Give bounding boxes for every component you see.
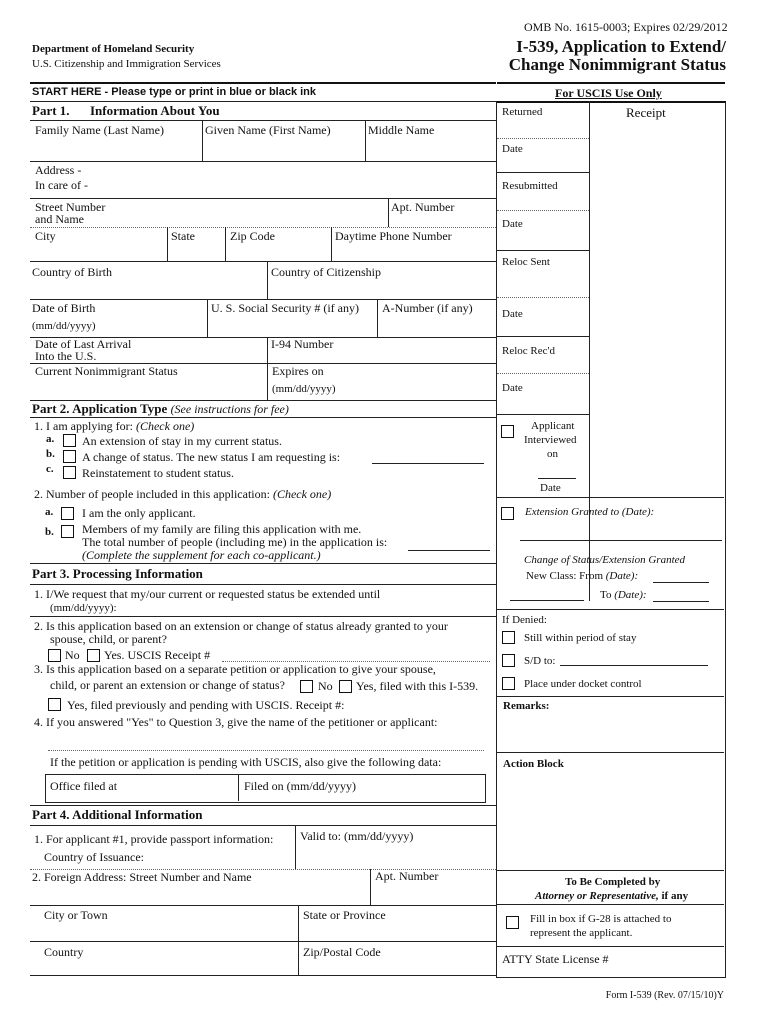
still-within-label: Still within period of stay [524,632,637,644]
g28-attached-checkbox[interactable] [506,916,519,929]
from-date-line[interactable] [653,582,709,583]
i94-label: I-94 Number [271,337,334,351]
country-citizenship-input[interactable] [271,281,491,297]
state-province-input[interactable] [303,924,491,940]
office-filed-input[interactable] [125,779,233,797]
date-label-2: Date [502,218,523,230]
part3-q3-line2: child, or parent an extension or change of status? [50,678,285,692]
extension-checkbox[interactable] [63,434,76,447]
country-birth-label: Country of Birth [32,265,112,279]
change-granted-label: Change of Status/Extension Granted [524,554,686,566]
extension-granted-line[interactable] [520,540,722,541]
part2-q1: 1. I am applying for: [34,419,136,433]
applicant-interviewed-checkbox[interactable] [501,425,514,438]
part3-q1-format: (mm/dd/yyyy): [50,602,117,614]
remarks-area[interactable] [500,714,720,750]
q2-yes-label: Yes. USCIS Receipt # [104,648,211,662]
street-input[interactable] [100,210,380,226]
change-status-checkbox[interactable] [63,450,76,463]
atty-license-input[interactable] [620,952,720,970]
middle-name-input[interactable] [369,138,494,160]
applicant-label: Applicant [531,420,575,432]
a-number-label: A-Number (if any) [382,301,473,315]
i94-input[interactable] [271,350,491,362]
from-date-label: (Date): [605,570,639,582]
action-block-label: Action Block [503,758,564,770]
office-filed-label: Office filed at [50,779,118,793]
part2-title-wrap [32,402,289,416]
ssn-label: U. S. Social Security # (if any) [211,301,359,315]
apt-input[interactable] [391,214,491,226]
q2-no-checkbox[interactable] [48,649,61,662]
part2-title: Part 2. Application Type [32,401,168,416]
country-issuance-label: Country of Issuance: [44,850,144,864]
foreign-street-input[interactable] [34,886,364,903]
country-citizenship-label: Country of Citizenship [271,265,381,279]
total-people-label: The total number of people (including me) in the application is: [82,535,388,549]
country-input[interactable] [44,960,294,974]
filed-on-label: Filed on (mm/dd/yyyy) [244,779,356,793]
remarks-label: Remarks: [503,700,550,712]
start-here-instruction: START HERE - Please type or print in blue or black ink [32,86,317,98]
city-town-input[interactable] [44,924,294,940]
g28-fill-in-line1: Fill in box if G-28 is attached to [530,913,672,925]
action-block-area[interactable] [500,772,720,868]
q3-receipt-input[interactable] [365,698,490,712]
expires-on-label: Expires on [272,364,324,378]
street-number-label: Street Number [35,200,106,214]
part2-q2b-letter: b. [45,526,54,538]
q3-yes-with-checkbox[interactable] [339,680,352,693]
zip-input[interactable] [228,245,328,260]
docket-control-label: Place under docket control [524,678,642,690]
interviewed-label: Interviewed [524,434,577,446]
part2-title-note: (See instructions for fee) [170,402,289,416]
dob-input[interactable] [110,318,202,334]
to-date-label: (Date): [614,589,647,601]
q3-no-checkbox[interactable] [300,680,313,693]
date-label-3: Date [502,308,523,320]
g28-fill-in-line2: represent the applicant. [530,927,633,939]
part3-title: Part 3. Processing Information [32,566,203,581]
in-care-of-input[interactable] [100,178,490,194]
in-care-of-label: In care of - [35,178,88,192]
if-denied-label: If Denied: [502,614,547,626]
q2-yes-checkbox[interactable] [87,649,100,662]
form-title-line2: Change Nonimmigrant Status [508,55,726,74]
atty-license-label: ATTY State License # [502,952,609,966]
state-input[interactable] [170,245,222,260]
returned-label: Returned [502,106,543,118]
valid-to-input[interactable] [300,846,490,866]
part2-q2a-letter: a. [45,506,54,518]
country-label: Country [44,945,84,959]
ssn-input[interactable] [211,318,373,334]
a-number-input[interactable] [381,318,491,334]
sd-to-line[interactable] [560,665,708,666]
country-birth-input[interactable] [32,281,262,297]
part4-title: Part 4. Additional Information [32,807,203,822]
docket-control-checkbox[interactable] [502,677,515,690]
pending-data-label: If the petition or application is pending with USCIS, also give the following data: [50,755,442,769]
part3-q2-line1: 2. Is this application based on an extension or change of status already granted to your [34,619,448,633]
q3-yes-pending-checkbox[interactable] [48,698,61,711]
filed-on-input[interactable] [360,779,480,797]
part3-q3-line1: 3. Is this application based on a separate petition or application to give your spouse, [34,662,436,676]
interview-date-label: Date [540,482,561,494]
state-province-label: State or Province [303,908,386,922]
part2-q2: 2. Number of people included in this application: [34,487,273,501]
state-label: State [171,229,195,243]
only-applicant-checkbox[interactable] [61,507,74,520]
family-filing-checkbox[interactable] [61,525,74,538]
to-date-line[interactable] [653,601,709,602]
extension-granted-label: Extension Granted to (Date): [525,506,655,518]
apt-number-label: Apt. Number [391,200,455,214]
if-any-label: if any [658,890,689,902]
current-status-input[interactable] [35,380,260,398]
on-label: on [547,448,558,460]
expires-input[interactable] [345,380,490,398]
part2-a-letter: a. [46,433,55,445]
phone-input[interactable] [334,245,492,260]
zip-postal-label: Zip/Postal Code [303,945,381,959]
still-within-checkbox[interactable] [502,631,515,644]
valid-to-label: Valid to: (mm/dd/yyyy) [300,829,414,843]
foreign-apt-label: Apt. Number [375,869,439,883]
uscis-use-only-title: For USCIS Use Only [555,86,662,100]
attorney-wrap [535,890,688,902]
dob-label: Date of Birth [32,301,96,315]
agency-name: U.S. Citizenship and Immigration Services [32,58,221,70]
part2-q1-wrap [34,420,194,433]
omb-number: OMB No. 1615-0003; Expires 02/29/2012 [524,20,728,34]
foreign-address-label: 2. Foreign Address: Street Number and Name [32,870,252,884]
part3-q4: 4. If you answered "Yes" to Question 3, give the name of the petitioner or applicant: [34,715,438,729]
address-label: Address - [35,163,82,177]
change-status-option-label: A change of status. The new status I am requesting is: [82,450,341,464]
part2-q2-note: (Check one) [272,487,332,501]
reloc-sent-label: Reloc Sent [502,256,550,268]
country-issuance-input[interactable] [150,850,290,866]
city-label: City [35,229,56,243]
date-label-4: Date [502,382,523,394]
new-class-line[interactable] [510,600,584,601]
extend-until-input[interactable] [130,600,330,614]
to-label: To [600,589,615,601]
reinstatement-checkbox[interactable] [63,466,76,479]
part1-title: Information About You [90,103,220,118]
q3-no-label: No [318,679,333,693]
family-name-input[interactable] [34,138,199,160]
foreign-apt-input[interactable] [375,886,490,903]
interview-date-line[interactable] [538,478,576,479]
part1-number: Part 1. [32,103,70,118]
extension-option-label: An extension of stay in my current status. [82,434,282,448]
zip-code-label: Zip Code [230,229,275,243]
family-name-label: Family Name (Last Name) [35,123,164,137]
passport-label: 1. For applicant #1, provide passport information: [34,832,274,846]
dob-format: (mm/dd/yyyy) [32,320,96,332]
supplement-note: (Complete the supplement for each co-applicant.) [82,548,321,562]
last-arrival-label: Date of Last Arrival [35,337,132,351]
given-name-input[interactable] [206,138,361,160]
sd-to-label: S/D to: [524,655,556,667]
part3-q1: 1. I/We request that my/our current or requested status be extended until [34,587,381,601]
date-label-1: Date [502,143,523,155]
reloc-recd-label: Reloc Rec'd [502,345,555,357]
extension-granted-checkbox[interactable] [501,507,514,520]
middle-name-label: Middle Name [368,123,435,137]
zip-postal-input[interactable] [303,960,491,974]
family-filing-label: Members of my family are filing this application with me. [82,522,362,536]
petitioner-name-line[interactable] [48,750,484,751]
attorney-label: Attorney or Representative, [535,890,659,902]
given-name-label: Given Name (First Name) [205,123,331,137]
resubmitted-label: Resubmitted [502,180,558,192]
phone-label: Daytime Phone Number [335,229,452,243]
current-status-label: Current Nonimmigrant Status [35,364,178,378]
city-town-label: City or Town [44,908,108,922]
and-name-label: and Name [35,212,84,226]
form-revision-footer: Form I-539 (Rev. 07/15/10)Y [605,990,724,1001]
form-title-line1: I-539, Application to Extend/ [516,37,726,56]
sd-to-checkbox[interactable] [502,654,515,667]
last-arrival-input[interactable] [130,348,260,362]
city-input[interactable] [34,245,164,260]
part2-q1-note: (Check one) [135,419,195,433]
new-class-wrap [526,570,638,582]
total-people-line[interactable] [408,550,490,551]
part2-c-letter: c. [46,463,54,475]
to-be-completed-label: To Be Completed by [565,876,661,888]
department-name: Department of Homeland Security [32,43,195,55]
q2-no-label: No [65,648,80,662]
to-wrap [600,589,647,601]
only-applicant-label: I am the only applicant. [82,506,196,520]
receipt-label: Receipt [626,105,666,120]
q3-yes-pending-label: Yes, filed previously and pending with USCIS. Receipt #: [67,698,345,712]
into-us-label: Into the U.S. [35,349,97,363]
new-status-line[interactable] [372,463,484,464]
q3-yes-with-label: Yes, filed with this I-539. [356,679,479,693]
reinstatement-option-label: Reinstatement to student status. [82,466,234,480]
new-class-label: New Class: From [526,570,606,582]
expires-format: (mm/dd/yyyy) [272,383,336,395]
part2-b-letter: b. [46,448,55,460]
part2-q2-wrap [34,488,331,501]
part3-q2-line2: spouse, child, or parent? [50,632,167,646]
